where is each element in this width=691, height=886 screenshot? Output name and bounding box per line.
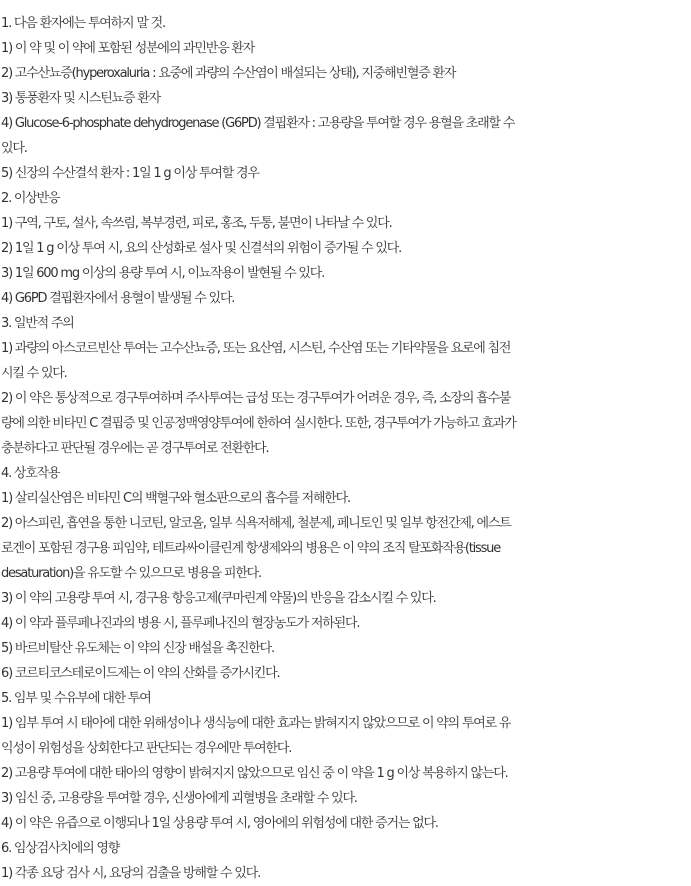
- text-line: 3) 이 약의 고용량 투여 시, 경구용 항응고제(쿠마린계 약물)의 반응을 감소시킬 수 있다.: [1, 591, 436, 606]
- text-line: 2) 고수산뇨증(hyperoxaluria : 요중에 과량의 수산염이 배설되는 상태), 지중해빈혈증 환자: [1, 66, 456, 81]
- section-heading-lab-tests: 6. 임상검사치에의 영향: [1, 841, 120, 856]
- text-line: 3) 임신 중, 고용량을 투여할 경우, 신생아에게 괴혈병을 초래할 수 있다.: [1, 791, 357, 806]
- text-line: 5) 바르비탈산 유도체는 이 약의 신장 배설을 촉진한다.: [1, 641, 274, 656]
- text-line: 시킬 수 있다.: [1, 366, 67, 381]
- text-line: 있다.: [1, 141, 27, 156]
- text-line: 충분하다고 판단될 경우에는 곧 경구투여로 전환한다.: [1, 441, 269, 456]
- text-line: 4) 이 약과 플루페나진과의 병용 시, 플루페나진의 혈장농도가 저하된다.: [1, 616, 360, 631]
- text-line: 1) 각종 요당 검사 시, 요당의 검출을 방해할 수 있다.: [1, 866, 261, 881]
- text-line: 6) 코르티코스테로이드제는 이 약의 산화를 증가시킨다.: [1, 666, 280, 681]
- section-heading-adverse-reactions: 2. 이상반응: [1, 191, 60, 206]
- text-line: 4) 이 약은 유즙으로 이행되나 1일 상용량 투여 시, 영아에의 위험성에 대한 증거는 없다.: [1, 816, 438, 831]
- text-line: 4) Glucose-6-phosphate dehydrogenase (G6PD) 결핍환자 : 고용량을 투여할 경우 용혈을 초래할 수: [1, 116, 515, 131]
- text-line: 2) 아스피린, 흡연을 통한 니코틴, 알코올, 일부 식욕저해제, 철분제, 페니토인 및 일부 항전간제, 에스트: [1, 516, 511, 531]
- text-line: 1) 살리실산염은 비타민 C의 백혈구와 혈소판으로의 흡수를 저해한다.: [1, 491, 350, 506]
- text-line: 1) 과량의 아스코르빈산 투여는 고수산뇨증, 또는 요산염, 시스틴, 수산염 또는 기타약물을 요로에 침전: [1, 341, 511, 356]
- section-heading-pregnancy: 5. 임부 및 수유부에 대한 투여: [1, 691, 151, 706]
- text-line: 2) 고용량 투여에 대한 태아의 영향이 밝혀지지 않았으므로 임신 중 이 약을 1 g 이상 복용하지 않는다.: [1, 766, 508, 781]
- section-heading-contraindications: 1. 다음 환자에는 투여하지 말 것.: [1, 16, 165, 31]
- text-line: 1) 구역, 구토, 설사, 속쓰림, 복부경련, 피로, 홍조, 두통, 불면이 나타날 수 있다.: [1, 216, 392, 231]
- text-line: 1) 이 약 및 이 약에 포함된 성분에의 과민반응 환자: [1, 41, 255, 56]
- section-heading-general-precautions: 3. 일반적 주의: [1, 316, 74, 331]
- text-line: 2) 1일 1 g 이상 투여 시, 요의 산성화로 설사 및 신결석의 위험이 증가될 수 있다.: [1, 241, 402, 256]
- text-line: 익성이 위험성을 상회한다고 판단되는 경우에만 투여한다.: [1, 741, 292, 756]
- text-line: 2) 이 약은 통상적으로 경구투여하며 주사투여는 급성 또는 경구투여가 어려운 경우, 즉, 소장의 흡수불: [1, 391, 511, 406]
- text-line: 5) 신장의 수산결석 환자 : 1일 1 g 이상 투여할 경우: [1, 166, 259, 181]
- text-line: 3) 통풍환자 및 시스틴뇨증 환자: [1, 91, 160, 106]
- section-heading-interactions: 4. 상호작용: [1, 466, 60, 481]
- text-line: 로겐이 포함된 경구용 피임약, 테트라싸이클린계 항생제와의 병용은 이 약의 조직 탈포화작용(tissue: [1, 541, 501, 556]
- text-line: 1) 임부 투여 시 태아에 대한 위해성이나 생식능에 대한 효과는 밝혀지지 않았으므로 이 약의 투여로 유: [1, 716, 511, 731]
- text-line: 4) G6PD 결핍환자에서 용혈이 발생될 수 있다.: [1, 291, 235, 306]
- text-line: 3) 1일 600 mg 이상의 용량 투여 시, 이뇨작용이 발현될 수 있다.: [1, 266, 325, 281]
- text-line: 량에 의한 비타민 C 결핍증 및 인공정맥영양투여에 한하여 실시한다. 또한, 경구투여가 가능하고 효과가: [1, 416, 516, 431]
- text-line: desaturation)을 유도할 수 있으므로 병용을 피한다.: [1, 566, 261, 581]
